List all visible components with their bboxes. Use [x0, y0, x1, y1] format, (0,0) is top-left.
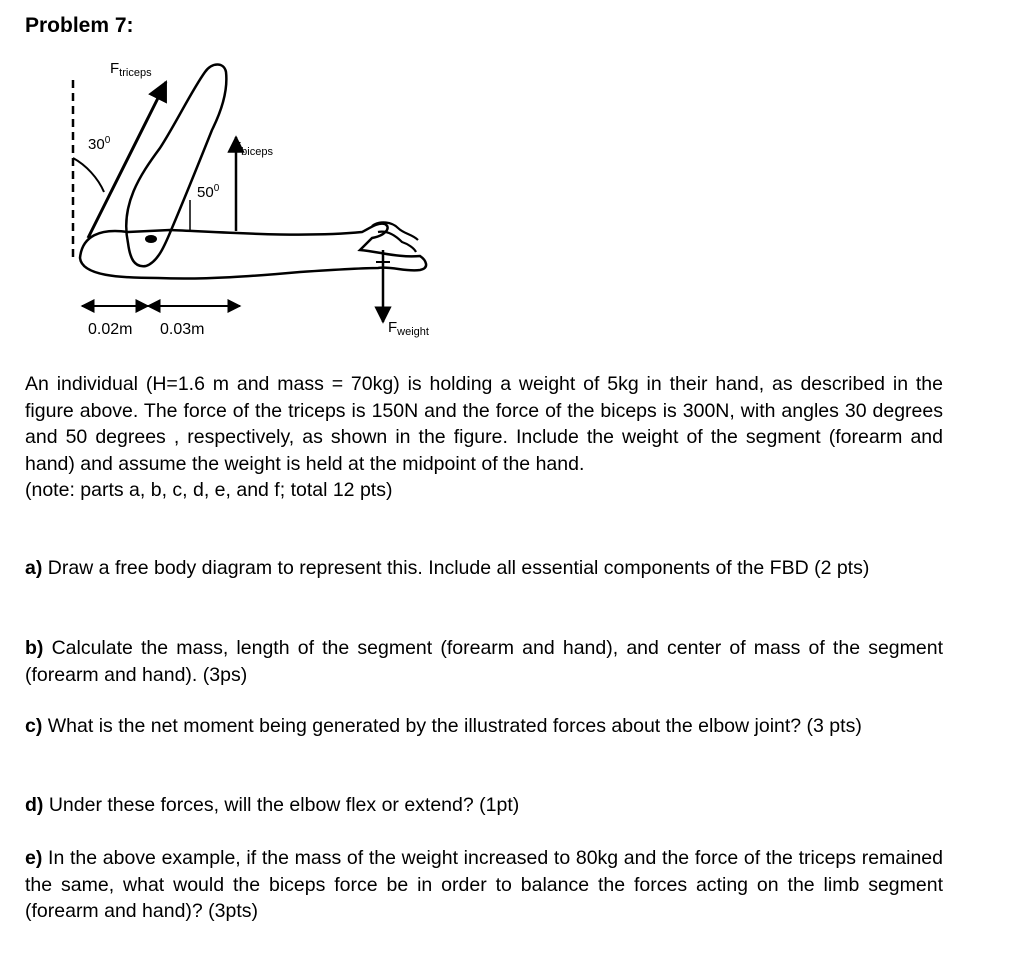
points-note: (note: parts a, b, c, d, e, and f; total 12 pts) — [25, 479, 393, 501]
question-label: a) — [25, 557, 43, 579]
question-text: What is the net moment being generated by the illustrated forces about the elbow joint? (3 pts) — [47, 715, 862, 737]
elbow-joint-dot — [145, 235, 157, 243]
question-text: Under these forces, will the elbow flex or extend? (1pt) — [48, 794, 520, 816]
description-text: An individual (H=1.6 m and mass = 70kg) is holding a weight of 5kg in their hand, as described in the figure above. The force of the triceps is 150N and the force of the biceps is 300N, with angles 30 degrees and 50 degrees , respectively, as shown in the figure. Include the weight of the segment (forearm and hand) and assume the weight is held at the midpoint of the hand. — [25, 373, 943, 475]
arm-force-diagram — [0, 0, 1024, 361]
question-label: b) — [25, 637, 44, 659]
problem-description — [25, 371, 943, 504]
distance-label-1: 0.02m — [88, 321, 133, 338]
weight-force-label: $F_{weight}$ — [388, 319, 429, 338]
question-label: c) — [25, 715, 43, 737]
question-label: d) — [25, 794, 44, 816]
question-d — [25, 792, 943, 819]
biceps-force-label: $F_{biceps}$ — [232, 139, 273, 158]
triceps-angle-arc — [73, 158, 104, 192]
forearm-outline — [80, 224, 426, 279]
triceps-force-label: $F_{triceps}$ — [110, 60, 152, 79]
upper-arm-outline — [126, 65, 226, 267]
question-c — [25, 713, 943, 740]
triceps-angle-label: $30^0$ — [88, 135, 111, 153]
question-a — [25, 555, 943, 582]
question-b — [25, 635, 943, 688]
distance-label-2: 0.03m — [160, 321, 205, 338]
question-label: e) — [25, 847, 43, 869]
problem-title: Problem 7: — [25, 14, 134, 37]
question-e — [25, 845, 943, 925]
biceps-angle-label: $50^0$ — [197, 183, 220, 201]
question-text: Draw a free body diagram to represent this. Include all essential components of the FBD (2 pts) — [47, 557, 870, 579]
question-text: Calculate the mass, length of the segment (forearm and hand), and center of mass of the segment (forearm and hand). (3ps) — [25, 637, 943, 686]
question-text: In the above example, if the mass of the weight increased to 80kg and the force of the triceps remained the same, what would the biceps force be in order to balance the forces acting on the limb segment (forearm and hand)? (3pts) — [25, 847, 943, 922]
